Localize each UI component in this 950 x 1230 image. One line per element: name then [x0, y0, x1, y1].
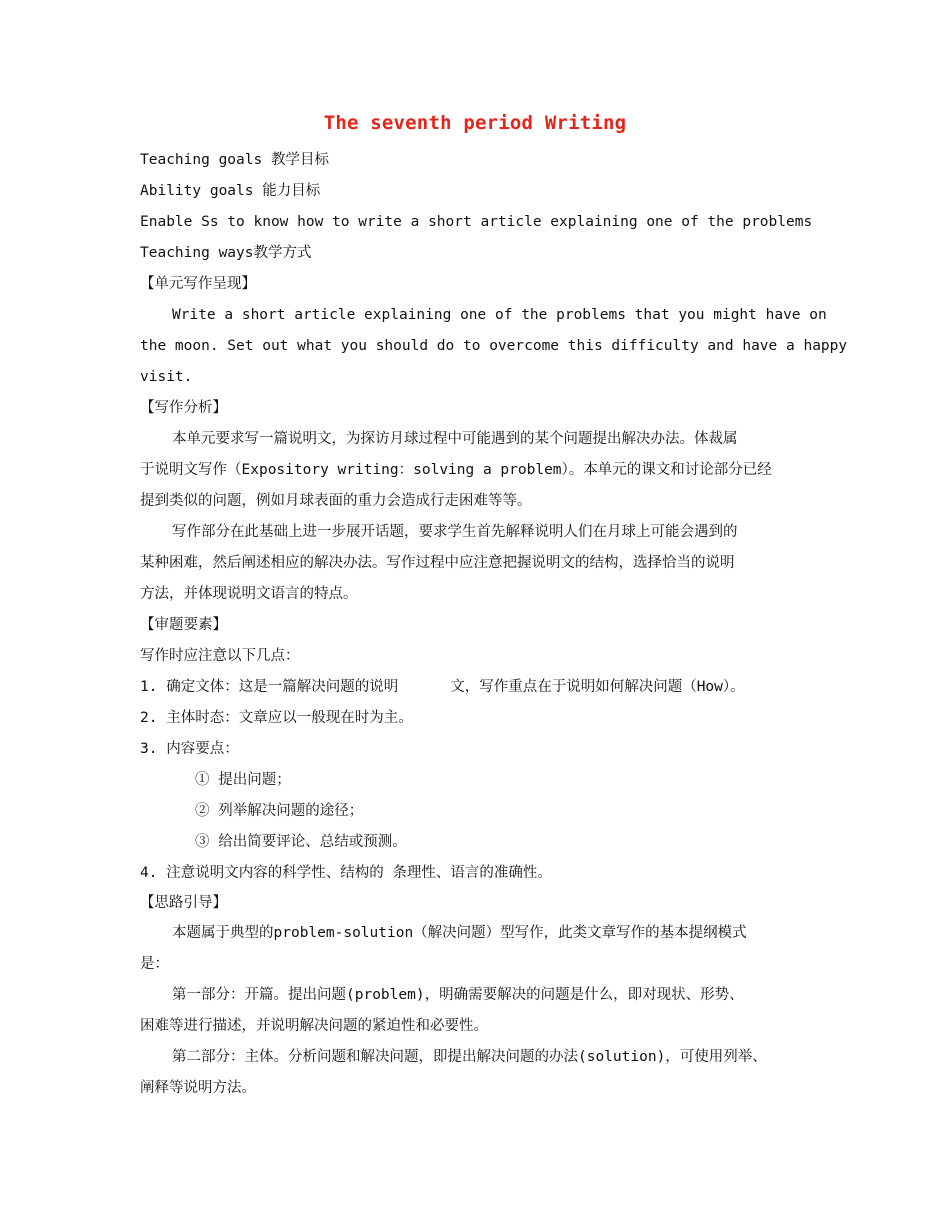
enable-line: Enable Ss to know how to write a short article explaining one of the problems [140, 214, 813, 230]
guide-heading: 【思路引导】 [140, 895, 227, 911]
guide-p1-line-1: 本题属于典型的problem-solution（解决问题）型写作，此类文章写作的基本提纲模式 [172, 925, 747, 941]
analysis-heading: 【写作分析】 [140, 400, 227, 416]
guide-p3-line-2: 阐释等说明方法。 [140, 1080, 256, 1096]
unit-writing-line-3: visit. [140, 369, 193, 385]
ability-goals-line: Ability goals 能力目标 [140, 183, 321, 199]
elements-sub-2: ② 列举解决问题的途径； [195, 803, 364, 819]
elements-sub-1: ① 提出问题； [195, 772, 291, 788]
elements-sub-3: ③ 给出简要评论、总结或预测。 [195, 834, 407, 850]
guide-p2-line-2: 困难等进行描述，并说明解决问题的紧迫性和必要性。 [140, 1018, 488, 1034]
elements-item-1-part-a: 1. 确定文体：这是一篇解决问题的说明 [140, 679, 399, 695]
guide-p3-line-1: 第二部分：主体。分析问题和解决问题，即提出解决问题的办法(solution)，可使用列举、 [172, 1049, 767, 1065]
analysis-p2-line-2: 某种困难，然后阐述相应的解决办法。写作过程中应注意把握说明文的结构，选择恰当的说明 [140, 555, 735, 571]
elements-item-3: 3. 内容要点： [140, 741, 239, 757]
analysis-p1-line-3: 提到类似的问题，例如月球表面的重力会造成行走困难等等。 [140, 493, 532, 509]
document-title: The seventh period Writing [323, 112, 627, 134]
unit-writing-line-2: the moon. Set out what you should do to overcome this difficulty and have a happy [140, 338, 848, 354]
elements-intro: 写作时应注意以下几点： [140, 648, 300, 664]
analysis-p2-line-3: 方法，并体现说明文语言的特点。 [140, 586, 358, 602]
unit-writing-line-1: Write a short article explaining one of the problems that you might have on [172, 307, 827, 323]
elements-item-2: 2. 主体时态：文章应以一般现在时为主。 [140, 710, 413, 726]
analysis-p2-line-1: 写作部分在此基础上进一步展开话题，要求学生首先解释说明人们在月球上可能会遇到的 [172, 524, 738, 540]
unit-writing-heading: 【单元写作呈现】 [140, 276, 256, 292]
guide-p1-line-2: 是： [140, 956, 169, 972]
analysis-p1-line-1: 本单元要求写一篇说明文，为探访月球过程中可能遇到的某个问题提出解决办法。体裁属 [172, 431, 738, 447]
teaching-goals-line: Teaching goals 教学目标 [140, 152, 329, 168]
elements-item-1-part-b: 文，写作重点在于说明如何解决问题（How）。 [450, 679, 745, 695]
analysis-p1-line-2: 于说明文写作（Expository writing：solving a problem）。本单元的课文和讨论部分已经 [140, 462, 772, 478]
guide-p2-line-1: 第一部分：开篇。提出问题(problem)，明确需要解决的问题是什么，即对现状、形势、 [172, 987, 744, 1003]
elements-heading: 【审题要素】 [140, 617, 227, 633]
elements-item-1 [140, 677, 745, 697]
elements-item-4: 4. 注意说明文内容的科学性、结构的 条理性、语言的准确性。 [140, 865, 552, 881]
teaching-ways-line: Teaching ways教学方式 [140, 245, 312, 261]
